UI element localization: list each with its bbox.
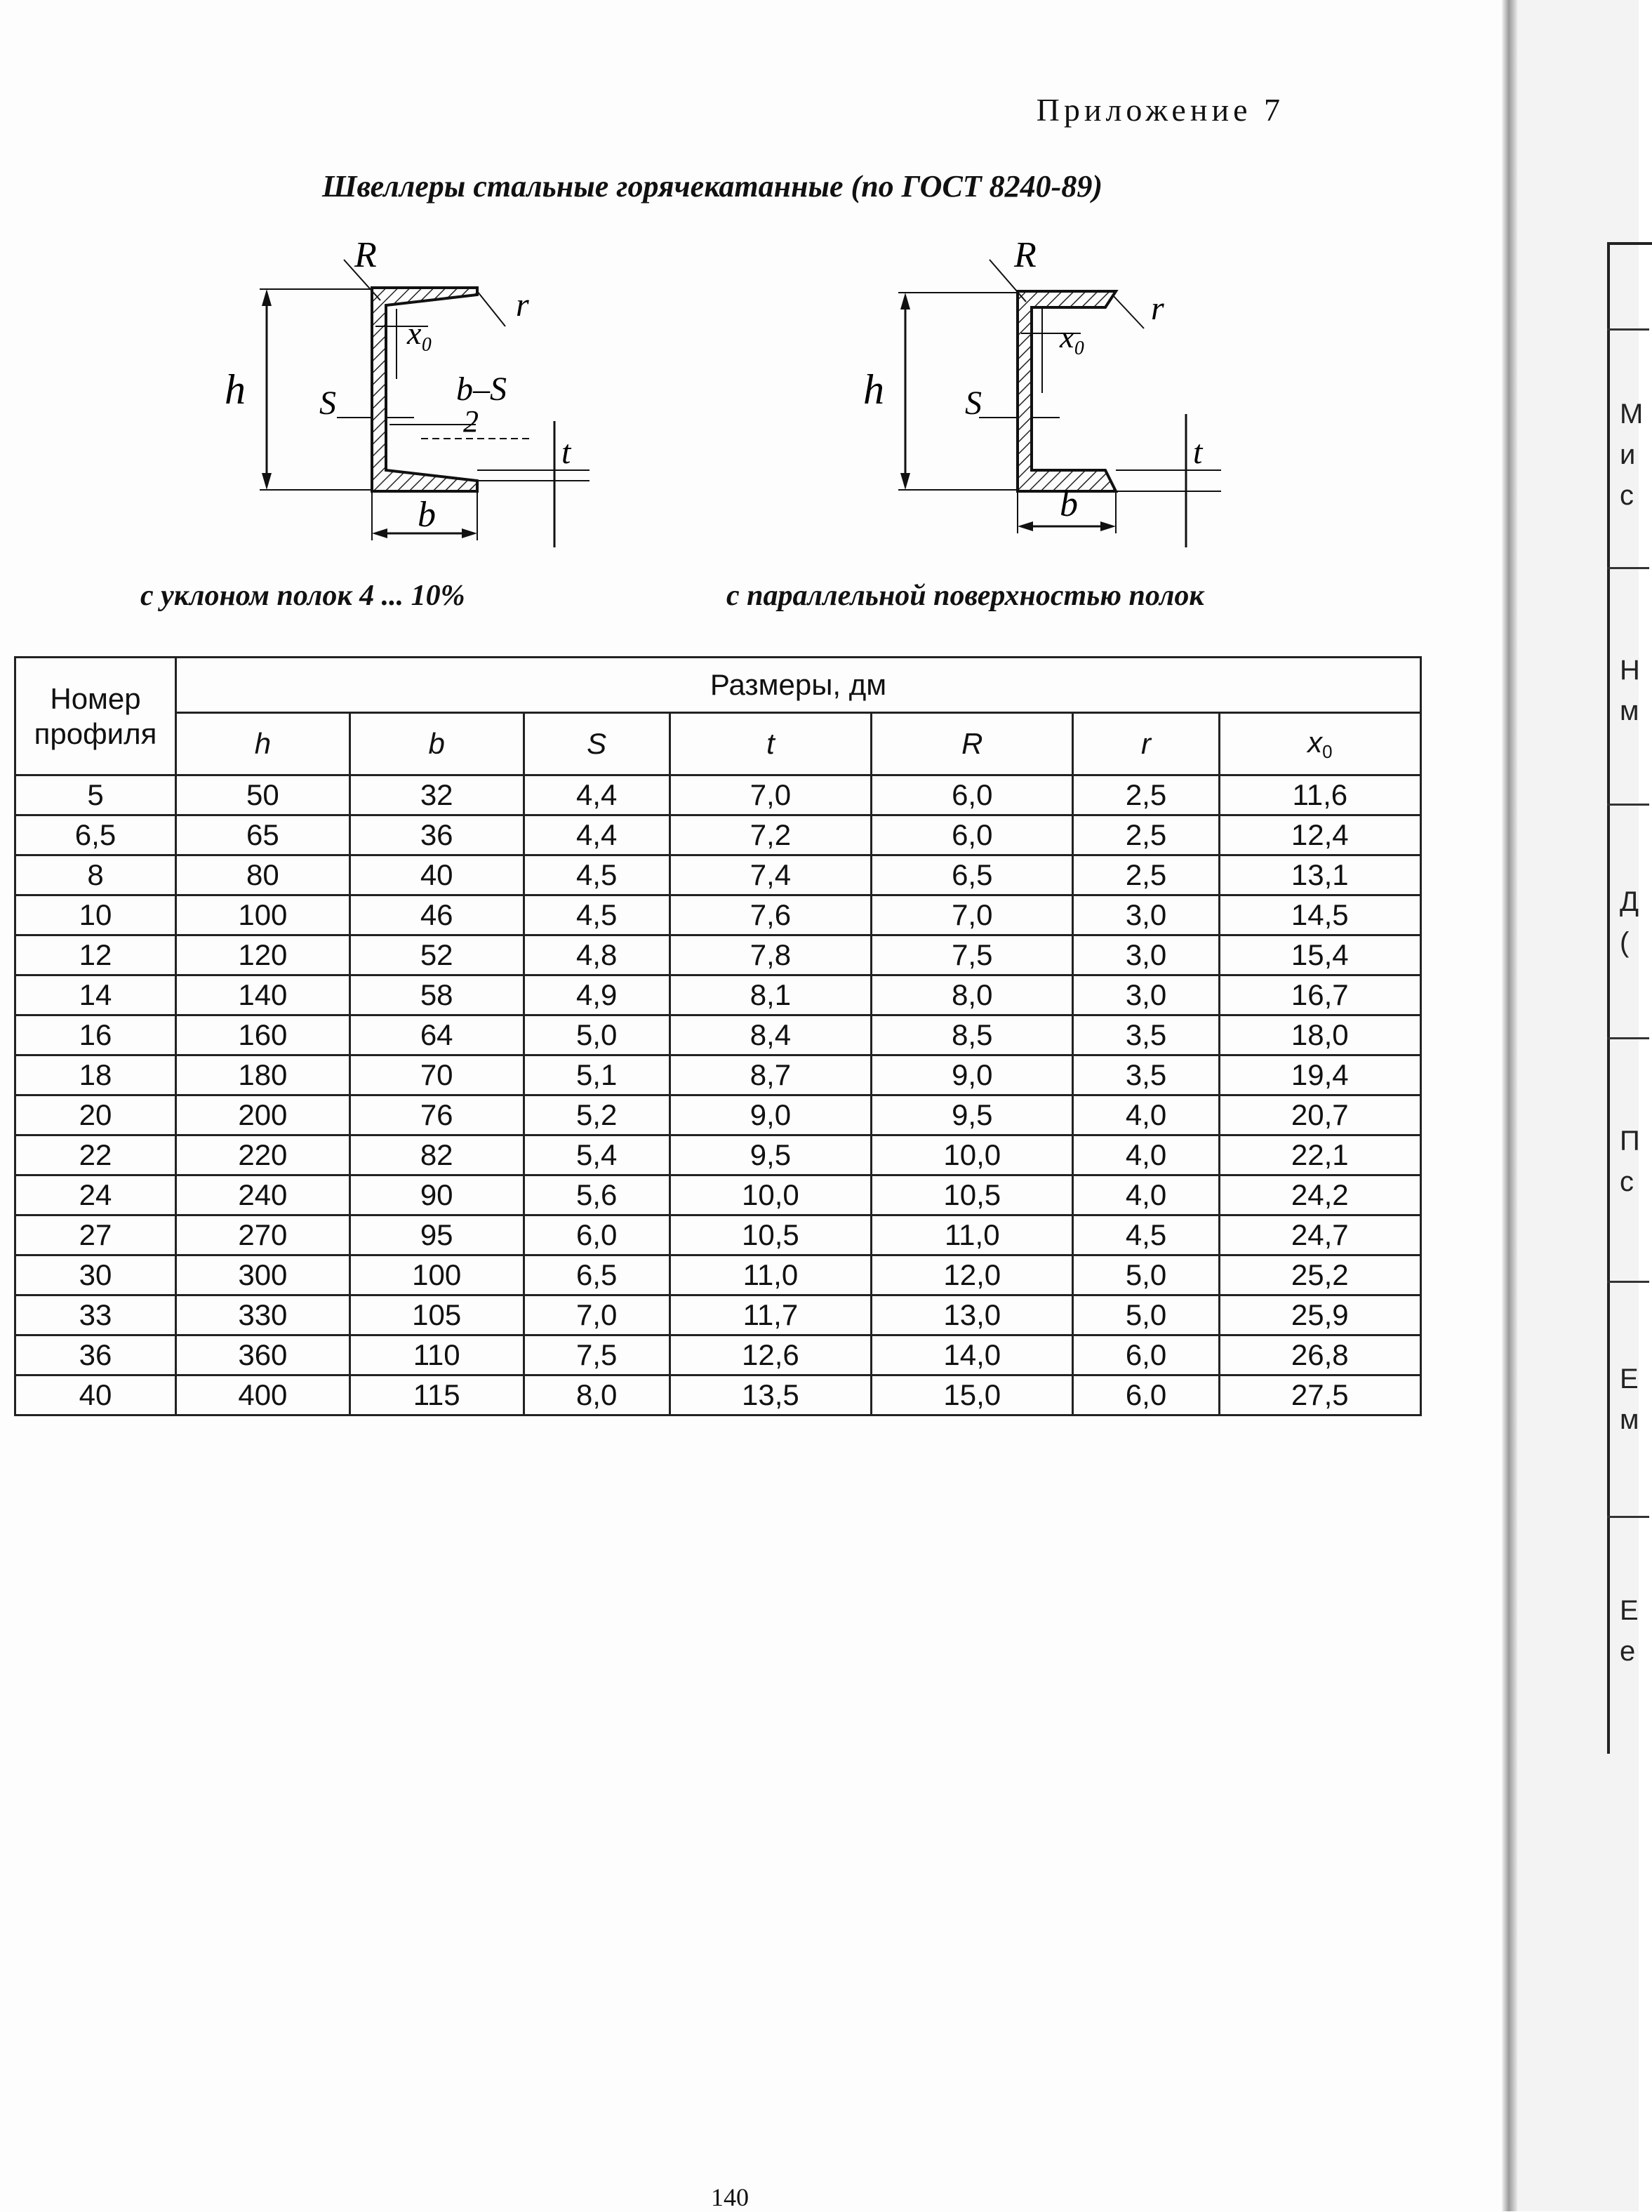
- profile-number-cell: 40: [15, 1375, 176, 1415]
- table-row: [15, 1135, 1421, 1175]
- table-row: [15, 1015, 1421, 1055]
- profile-number-cell: 30: [15, 1255, 176, 1295]
- dimension-cell: 100: [176, 895, 350, 935]
- label-b: b: [418, 495, 436, 535]
- dimension-cell: 5,0: [1073, 1295, 1219, 1335]
- dimension-cell: 12,0: [872, 1255, 1073, 1295]
- dimension-cell: 7,2: [670, 815, 871, 855]
- dimension-cell: 12,4: [1219, 815, 1420, 855]
- dimension-cell: 5,2: [524, 1095, 670, 1135]
- x0-symbol: x: [1307, 725, 1323, 759]
- book-spine: [1502, 0, 1517, 2211]
- fragment: М: [1620, 399, 1644, 429]
- dimension-cell: 70: [349, 1055, 524, 1095]
- dimension-cell: 13,0: [872, 1295, 1073, 1335]
- profile-number-cell: 16: [15, 1015, 176, 1055]
- dimension-cell: 25,9: [1219, 1295, 1420, 1335]
- label-b-minus-S: b–S: [456, 371, 507, 408]
- dimension-cell: 15,4: [1219, 935, 1420, 975]
- dimension-cell: 4,0: [1073, 1175, 1219, 1215]
- dimension-cell: 330: [176, 1295, 350, 1335]
- table-row: [15, 815, 1421, 855]
- dimension-cell: 11,0: [872, 1215, 1073, 1255]
- dimension-cell: 6,0: [524, 1215, 670, 1255]
- dimension-cell: 2,5: [1073, 815, 1219, 855]
- dimension-cell: 180: [176, 1055, 350, 1095]
- dimension-cell: 7,5: [872, 935, 1073, 975]
- dimension-cell: 200: [176, 1095, 350, 1135]
- label-r: r: [516, 286, 529, 324]
- dimension-cell: 32: [349, 775, 524, 815]
- dimension-cell: 16,7: [1219, 975, 1420, 1015]
- dimension-cell: 76: [349, 1095, 524, 1135]
- dimension-cell: 4,9: [524, 975, 670, 1015]
- dimension-cell: 105: [349, 1295, 524, 1335]
- dimension-cell: 2,5: [1073, 855, 1219, 895]
- dimensions-header: Размеры, дм: [176, 658, 1421, 713]
- dimension-cell: 4,5: [524, 895, 670, 935]
- appendix-label: Приложение 7: [1036, 92, 1284, 128]
- dimension-cell: 9,0: [670, 1095, 871, 1135]
- dimension-cell: 58: [349, 975, 524, 1015]
- dimension-cell: 64: [349, 1015, 524, 1055]
- fragment: м: [1620, 1404, 1639, 1435]
- page-number: 140: [711, 2183, 749, 2211]
- channel-drawing-parallel: [828, 235, 1249, 554]
- dimension-cell: 5,0: [1073, 1255, 1219, 1295]
- label-t: t: [561, 434, 571, 471]
- col-header-t: t: [670, 713, 871, 775]
- fragment: Е: [1620, 1364, 1639, 1394]
- channel-dimensions-table: [14, 656, 1422, 1416]
- label-r: r: [1151, 290, 1164, 327]
- dimension-cell: 400: [176, 1375, 350, 1415]
- table-row: [15, 1215, 1421, 1255]
- dimension-cell: 110: [349, 1335, 524, 1375]
- table-row: [15, 1295, 1421, 1335]
- dimension-cell: 120: [176, 935, 350, 975]
- table-row: [15, 935, 1421, 975]
- dimension-cell: 4,5: [1073, 1215, 1219, 1255]
- dimension-cell: 20,7: [1219, 1095, 1420, 1135]
- dimension-cell: 3,5: [1073, 1015, 1219, 1055]
- dimension-cell: 360: [176, 1335, 350, 1375]
- dimension-cell: 3,0: [1073, 935, 1219, 975]
- profile-number-cell: 22: [15, 1135, 176, 1175]
- dimension-cell: 3,0: [1073, 895, 1219, 935]
- col-header-R: R: [872, 713, 1073, 775]
- label-R: R: [354, 235, 377, 275]
- caption-sloped: с уклоном полок 4 ... 10%: [140, 580, 465, 612]
- dimension-cell: 3,5: [1073, 1055, 1219, 1095]
- fragment: П: [1620, 1126, 1640, 1157]
- label-S: S: [965, 385, 982, 422]
- dimension-cell: 8,0: [524, 1375, 670, 1415]
- channel-drawing-sloped: [196, 235, 618, 554]
- profile-number-cell: 14: [15, 975, 176, 1015]
- table-row: [15, 1375, 1421, 1415]
- dimension-cell: 4,4: [524, 815, 670, 855]
- fragment: (: [1620, 927, 1630, 958]
- table-row: [15, 975, 1421, 1015]
- dimension-cell: 25,2: [1219, 1255, 1420, 1295]
- dimension-cell: 9,0: [872, 1055, 1073, 1095]
- table-row: [15, 775, 1421, 815]
- dimension-cell: 14,0: [872, 1335, 1073, 1375]
- dimension-cell: 5,6: [524, 1175, 670, 1215]
- dimension-cell: 4,4: [524, 775, 670, 815]
- col-header-r: r: [1073, 713, 1219, 775]
- dimension-cell: 100: [349, 1255, 524, 1295]
- table-row: [15, 1255, 1421, 1295]
- profile-number-cell: 36: [15, 1335, 176, 1375]
- profile-number-cell: 8: [15, 855, 176, 895]
- dimension-cell: 27,5: [1219, 1375, 1420, 1415]
- label-h: h: [225, 366, 246, 413]
- dimension-cell: 24,7: [1219, 1215, 1420, 1255]
- dimension-cell: 4,8: [524, 935, 670, 975]
- dimension-cell: 18,0: [1219, 1015, 1420, 1055]
- table-row: [15, 1055, 1421, 1095]
- label-S: S: [319, 385, 336, 422]
- dimension-cell: 4,0: [1073, 1095, 1219, 1135]
- dimension-cell: 10,0: [670, 1175, 871, 1215]
- dimension-cell: 11,6: [1219, 775, 1420, 815]
- label-b: b: [1060, 484, 1078, 524]
- dimension-cell: 7,0: [872, 895, 1073, 935]
- divider: [1607, 1281, 1649, 1283]
- dimension-cell: 22,1: [1219, 1135, 1420, 1175]
- profile-number-cell: 20: [15, 1095, 176, 1135]
- profile-number-cell: 10: [15, 895, 176, 935]
- dimension-cell: 46: [349, 895, 524, 935]
- dimension-cell: 6,0: [1073, 1375, 1219, 1415]
- dimension-cell: 7,6: [670, 895, 871, 935]
- dimension-cell: 6,0: [1073, 1335, 1219, 1375]
- fragment: Е: [1620, 1595, 1639, 1626]
- profile-number-cell: 6,5: [15, 815, 176, 855]
- label-h: h: [863, 366, 884, 413]
- dimension-cell: 26,8: [1219, 1335, 1420, 1375]
- dimension-cell: 80: [176, 855, 350, 895]
- col-header-b: b: [349, 713, 524, 775]
- dimension-cell: 8,0: [872, 975, 1073, 1015]
- profile-number-header: Номер профиля: [15, 658, 176, 775]
- dimension-cell: 240: [176, 1175, 350, 1215]
- dimension-cell: 14,5: [1219, 895, 1420, 935]
- profile-number-cell: 5: [15, 775, 176, 815]
- label-x0: x₀: [407, 315, 433, 351]
- profile-number-cell: 33: [15, 1295, 176, 1335]
- dimension-cell: 9,5: [872, 1095, 1073, 1135]
- profile-number-cell: 27: [15, 1215, 176, 1255]
- dimension-cell: 8,1: [670, 975, 871, 1015]
- dimension-cell: 7,0: [524, 1295, 670, 1335]
- dimension-cell: 8,4: [670, 1015, 871, 1055]
- dimension-cell: 160: [176, 1015, 350, 1055]
- profile-number-cell: 12: [15, 935, 176, 975]
- dimension-cell: 7,4: [670, 855, 871, 895]
- dimension-cell: 65: [176, 815, 350, 855]
- dimension-cell: 19,4: [1219, 1055, 1420, 1095]
- dimension-cell: 9,5: [670, 1135, 871, 1175]
- dimension-cell: 36: [349, 815, 524, 855]
- fragment: е: [1620, 1636, 1636, 1667]
- dimension-cell: 220: [176, 1135, 350, 1175]
- dimension-cell: 6,5: [524, 1255, 670, 1295]
- dimension-cell: 15,0: [872, 1375, 1073, 1415]
- fragment: Н: [1620, 655, 1640, 686]
- dimension-cell: 13,5: [670, 1375, 871, 1415]
- dimension-cell: 8,5: [872, 1015, 1073, 1055]
- dimension-cell: 10,5: [670, 1215, 871, 1255]
- dimension-cell: 115: [349, 1375, 524, 1415]
- dimension-cell: 4,5: [524, 855, 670, 895]
- dimension-cell: 10,5: [872, 1175, 1073, 1215]
- dimension-cell: 11,0: [670, 1255, 871, 1295]
- table-row: [15, 1335, 1421, 1375]
- dimension-cell: 2,5: [1073, 775, 1219, 815]
- dimension-cell: 5,0: [524, 1015, 670, 1055]
- dimension-cell: 6,0: [872, 815, 1073, 855]
- dimension-cell: 11,7: [670, 1295, 871, 1335]
- divider: [1607, 1516, 1649, 1518]
- divider: [1607, 1037, 1649, 1039]
- dimension-cell: 24,2: [1219, 1175, 1420, 1215]
- col-header-S: S: [524, 713, 670, 775]
- x0-subscript: 0: [1322, 740, 1333, 762]
- caption-parallel: с параллельной поверхностью полок: [726, 580, 1204, 612]
- table-row: [15, 895, 1421, 935]
- table-row: [15, 855, 1421, 895]
- dimension-cell: 10,0: [872, 1135, 1073, 1175]
- label-2: 2: [463, 404, 479, 439]
- fragment: с: [1620, 1166, 1634, 1197]
- dimension-cell: 140: [176, 975, 350, 1015]
- profile-number-cell: 18: [15, 1055, 176, 1095]
- fragment: и: [1620, 439, 1636, 470]
- dimension-cell: 12,6: [670, 1335, 871, 1375]
- dimension-cell: 6,0: [872, 775, 1073, 815]
- dimension-cell: 13,1: [1219, 855, 1420, 895]
- divider: [1607, 328, 1649, 331]
- col-header-h: h: [176, 713, 350, 775]
- label-x0: x₀: [1060, 319, 1086, 354]
- dimension-cell: 4,0: [1073, 1135, 1219, 1175]
- table-row: [15, 1175, 1421, 1215]
- dimension-cell: 95: [349, 1215, 524, 1255]
- dimension-cell: 52: [349, 935, 524, 975]
- divider: [1607, 567, 1649, 569]
- dimension-cell: 7,0: [670, 775, 871, 815]
- dimension-cell: 5,1: [524, 1055, 670, 1095]
- divider: [1607, 804, 1649, 806]
- dimension-cell: 7,5: [524, 1335, 670, 1375]
- fragment: м: [1620, 695, 1639, 726]
- dimension-cell: 6,5: [872, 855, 1073, 895]
- dimension-cell: 5,4: [524, 1135, 670, 1175]
- fragment: с: [1620, 480, 1634, 511]
- table-body: [15, 775, 1421, 1415]
- dimension-cell: 270: [176, 1215, 350, 1255]
- fragment: Д: [1620, 886, 1639, 917]
- dimension-cell: 300: [176, 1255, 350, 1295]
- table-row: [15, 1095, 1421, 1135]
- dimension-cell: 3,0: [1073, 975, 1219, 1015]
- profile-number-cell: 24: [15, 1175, 176, 1215]
- dimension-cell: 90: [349, 1175, 524, 1215]
- dimension-cell: 82: [349, 1135, 524, 1175]
- dimension-cell: 7,8: [670, 935, 871, 975]
- label-R: R: [1014, 235, 1037, 275]
- label-t: t: [1193, 434, 1203, 471]
- document-title: Швеллеры стальные горячекатанные (по ГОСТ 8240-89): [322, 169, 1103, 204]
- dimension-cell: 8,7: [670, 1055, 871, 1095]
- col-header-x0: [1219, 713, 1420, 775]
- adjacent-page-edge: [1517, 0, 1644, 2211]
- dimension-cell: 40: [349, 855, 524, 895]
- dimension-cell: 50: [176, 775, 350, 815]
